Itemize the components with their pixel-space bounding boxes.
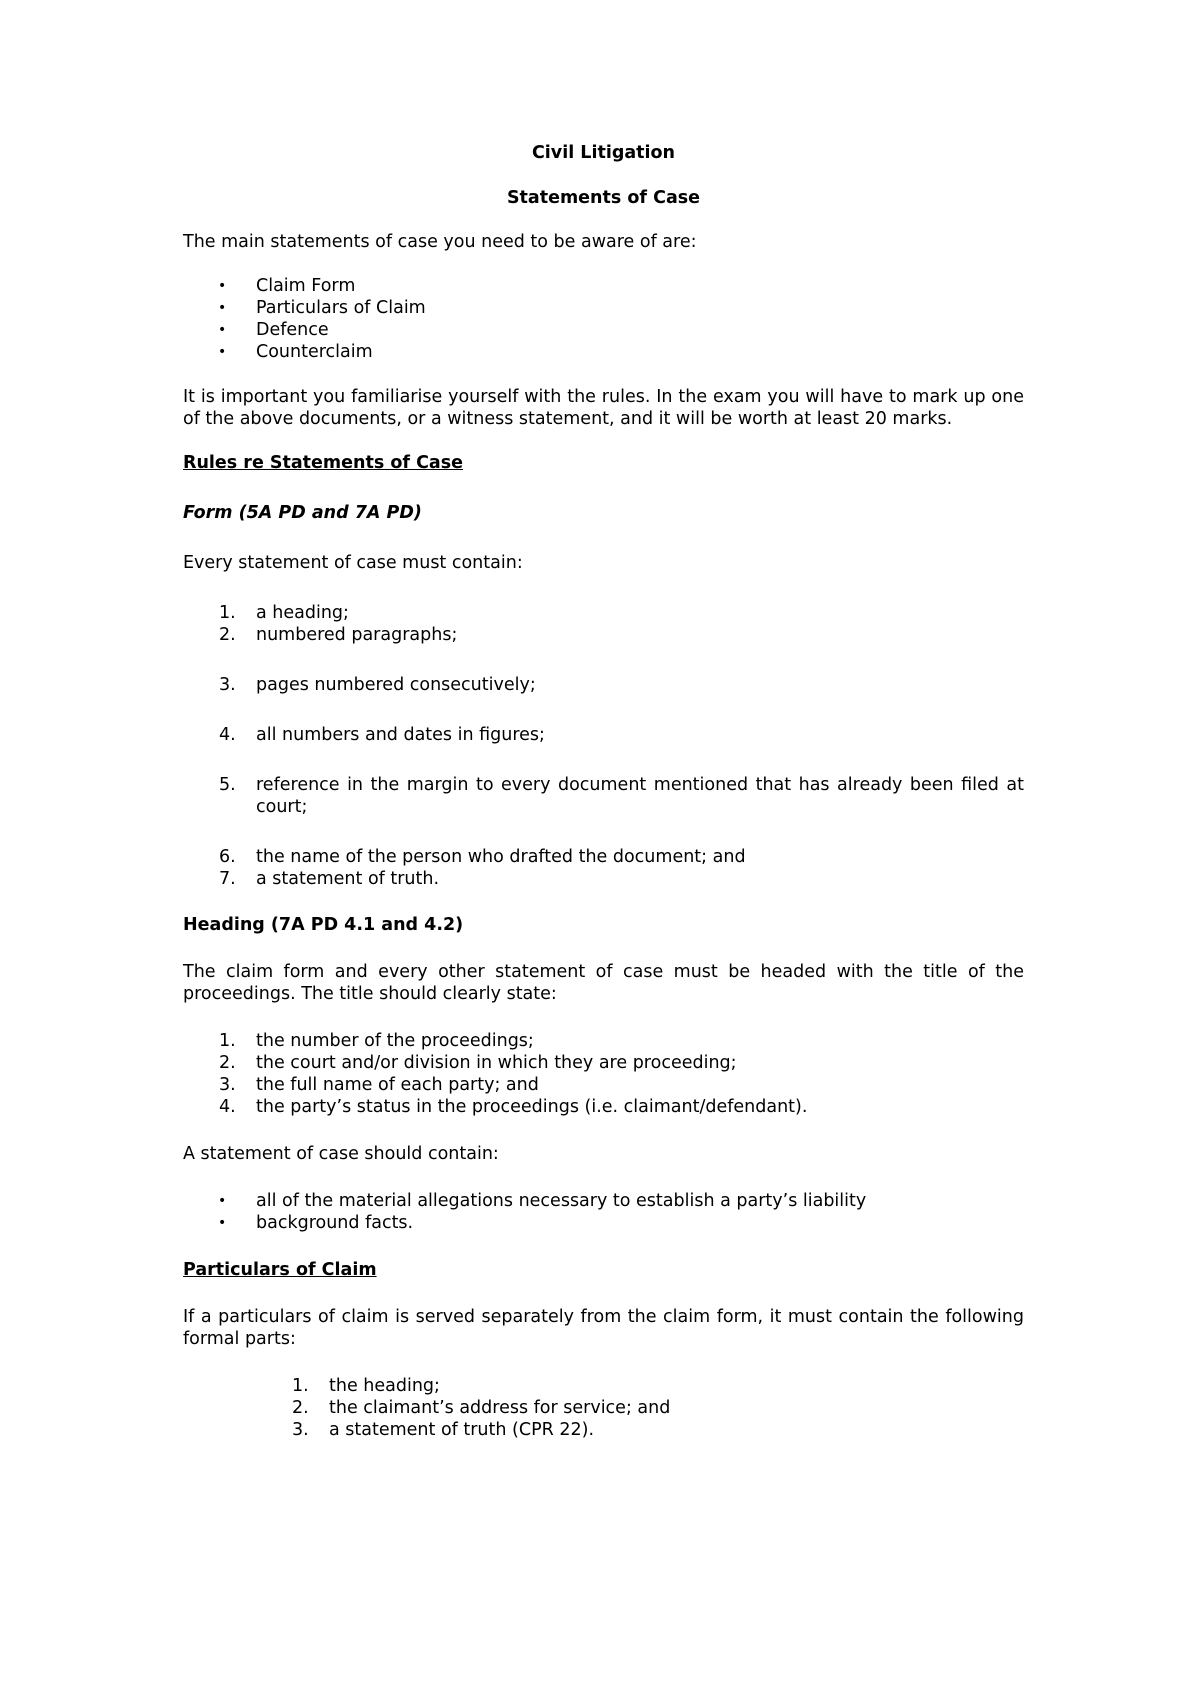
intro-text: The main statements of case you need to be aware of are: xyxy=(183,232,697,252)
list-text: the court and/or division in which they are proceeding; xyxy=(256,1053,737,1073)
document-body xyxy=(183,142,1024,1441)
list-item xyxy=(183,774,1024,818)
list-item xyxy=(183,846,1024,868)
list-number: 1. xyxy=(292,1376,309,1396)
list-text: numbered paragraphs; xyxy=(256,625,458,645)
list-text: pages numbered consecutively; xyxy=(256,675,536,695)
list-number: 2. xyxy=(219,625,236,645)
heading-requirements-list xyxy=(183,1030,1024,1118)
list-item xyxy=(183,624,1024,646)
form-heading: Form (5A PD and 7A PD) xyxy=(183,503,422,523)
list-item: • background facts. xyxy=(183,1212,1024,1234)
list-number: 2. xyxy=(219,1053,236,1073)
list-number: 3. xyxy=(292,1420,309,1440)
list-text: the heading; xyxy=(329,1376,440,1396)
list-item: • Defence xyxy=(183,319,1024,341)
list-text: the number of the proceedings; xyxy=(256,1031,534,1051)
rules-heading: Rules re Statements of Case xyxy=(183,453,464,473)
list-item xyxy=(183,1397,1024,1419)
list-item: • Claim Form xyxy=(183,275,1024,297)
list-number: 1. xyxy=(219,1031,236,1051)
list-text: the claimant’s address for service; and xyxy=(329,1398,671,1418)
list-text: all numbers and dates in figures; xyxy=(256,725,545,745)
importance-paragraph: It is important you familiarise yourself with the rules. In the exam you will have to mark up one of the above documents, or a witness statement, and it will be worth at least 20 marks. xyxy=(183,387,1024,429)
list-item xyxy=(183,1419,1024,1441)
list-item xyxy=(183,1030,1024,1052)
heading-section-heading: Heading (7A PD 4.1 and 4.2) xyxy=(183,915,464,935)
list-text: a statement of truth (CPR 22). xyxy=(329,1420,595,1440)
list-number: 4. xyxy=(219,725,236,745)
list-number: 2. xyxy=(292,1398,309,1418)
list-number: 4. xyxy=(219,1097,236,1117)
particulars-list xyxy=(183,1375,1024,1441)
list-number: 7. xyxy=(219,869,236,889)
list-item xyxy=(183,674,1024,696)
list-item xyxy=(183,1375,1024,1397)
document-subtitle: Statements of Case xyxy=(506,188,701,208)
document-title: Civil Litigation xyxy=(531,143,676,163)
statements-list xyxy=(183,275,1024,363)
list-text: the name of the person who drafted the document; and xyxy=(256,847,746,867)
contain-intro: A statement of case should contain: xyxy=(183,1144,499,1164)
list-item xyxy=(183,1052,1024,1074)
list-item xyxy=(183,1074,1024,1096)
contain-list xyxy=(183,1190,1024,1234)
list-item: • Particulars of Claim xyxy=(183,297,1024,319)
list-number: 6. xyxy=(219,847,236,867)
particulars-heading: Particulars of Claim xyxy=(183,1260,377,1280)
particulars-paragraph: If a particulars of claim is served separately from the claim form, it must contain the following formal parts: xyxy=(183,1307,1024,1349)
list-number: 5. xyxy=(219,775,236,795)
list-item xyxy=(183,868,1024,890)
list-item xyxy=(183,1096,1024,1118)
list-text: reference in the margin to every document mentioned that has already been filed at court; xyxy=(256,775,1024,817)
list-text: the full name of each party; and xyxy=(256,1075,539,1095)
list-item: • all of the material allegations necessary to establish a party’s liability xyxy=(183,1190,1024,1212)
list-item xyxy=(183,724,1024,746)
form-intro: Every statement of case must contain: xyxy=(183,553,523,573)
list-item xyxy=(183,602,1024,624)
heading-paragraph: The claim form and every other statement of case must be headed with the title of the proceedings. The title should clearly state: xyxy=(183,962,1024,1004)
list-text: a heading; xyxy=(256,603,349,623)
list-number: 3. xyxy=(219,1075,236,1095)
list-item: • Counterclaim xyxy=(183,341,1024,363)
list-text: the party’s status in the proceedings (i.e. claimant/defendant). xyxy=(256,1097,808,1117)
list-number: 1. xyxy=(219,603,236,623)
list-number: 3. xyxy=(219,675,236,695)
form-requirements-list xyxy=(183,602,1024,890)
list-text: a statement of truth. xyxy=(256,869,440,889)
